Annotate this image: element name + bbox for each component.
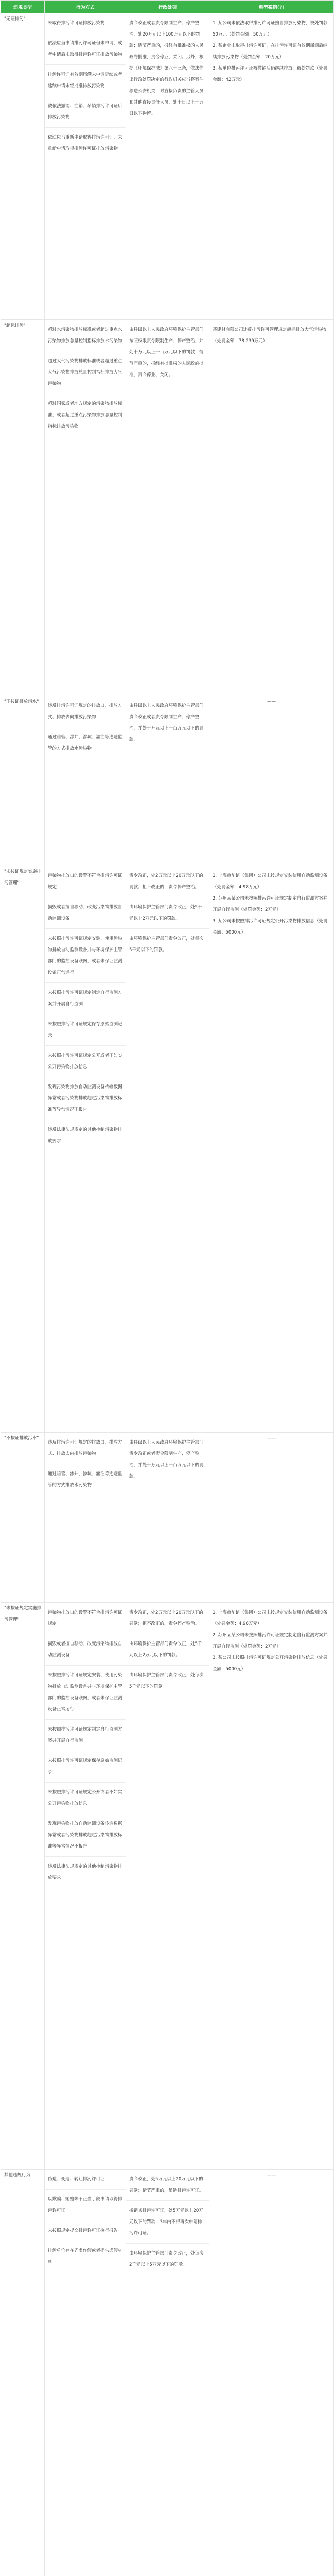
behavior-item: 发现污染物排放自动监测设备传输数据异常或者污染物排放超过污染物排放标准等异常情况不报告 [45,1077,126,1120]
row-behaviors [45,2170,126,2576]
row-penalty [126,1603,209,2170]
penalty-item: 责令改正，处2万元以上20万元以下的罚款；拒不改正的，责令停产整治。 [129,873,203,890]
table-row [1,13,334,320]
row-cases: —— [209,2170,334,2576]
behavior-item: 损毁或者擅自移动、改变污染物排放自动监测设备 [45,897,126,928]
row-behaviors [45,320,126,696]
behavior-item: 损毁或者擅自移动、改变污染物排放自动监测设备 [45,1634,126,1665]
table-body [1,13,334,2576]
behavior-item: 未按照排污许可证规定公开或者不如实公开污染物排放信息 [45,1045,126,1077]
penalty-item: 责令改正，处5万元以上20万元以下的罚款；情节严重的，吊销排污许可证。 [129,2177,204,2193]
row-penalty [126,866,209,1433]
table-row [1,1433,334,1603]
header-category: 违规类型 [1,1,45,13]
row-penalty: 由县级以上人民政府环境保护主管部门责令改正或者责令限制生产、停产整治，并处十万元以上一百万元以下的罚款。 [126,696,209,866]
table-row [1,866,334,1433]
row-category: "不按证排放污水" [1,1433,45,1603]
behavior-item: 排污单位存在弄虚作假或者提供虚假材料 [45,2241,126,2272]
row-behaviors [45,1603,126,2170]
behavior-item: 违反排污许可证规定的排放口、排放方式、排放去向排放污染物 [48,1440,122,1456]
behavior-item: 未按照排污许可证规定保存原始监测记录 [45,1751,126,1782]
row-penalty: 由县级以上人民政府环境保护主管部门按照权限责令限制生产、停产整治，并处十万元以上一百万元以下的罚款；情节严重的，报经有批准权的人民政府批准，责令停业、关闭。 [126,320,209,696]
row-cases: 1. 某公司未依法取得排污许可证擅自排放污染物，被处罚款50万元（处罚金额：50万元） 2. 某企业未取得排污许可证，在排污许可证有效期届满后继续排放污染物（处罚金额：20万元） 3. 某单位排污许可证被撤销后仍继续排放，被处罚款（处罚金额：42万元） [209,13,334,320]
behavior-item: 超过国家或者地方规定的污染物排放标准，或者超过重点污染物排放总量控制指标排放污染物 [45,394,126,436]
behavior-item: 通过暗管、渗井、渗坑、灌注等逃避监管的方式排放水污染物 [45,727,126,758]
behavior-item: 排污许可证有效期届满未申请延续或者延续申请未经批准排放污染物 [45,64,126,96]
behavior-item: 污染物排放口的设置不符合排污许可证规定 [48,873,122,890]
penalty-item: 责令改正，处2万元以上20万元以下的罚款；拒不改正的，责令停产整治。 [129,1610,203,1626]
row-cases: 1. 上海市华谊（集团）公司未按规定安装使用自动监测设备（处罚金额：4.98万元） 2. 苏州某某公司未按照排污许可证规定制定自行监测方案并开展自行监测（处罚金额：2万元） 3. 某公司未按照排污许可证规定公开污染物排放信息（处罚金额：5000元） [209,1603,334,2170]
behavior-item: 未按照排污许可证规定安装、使用污染物排放自动监测设备并与环境保护主管部门的监控设备联网，或者未保证监测设备正常运行 [45,928,126,982]
behavior-item: 超过水污染物排放标准或者超过重点水污染物排放总量控制指标排放水污染物 [48,327,122,344]
header-penalty: 行政处罚 [126,1,209,13]
row-category: "无证排污" [1,13,45,320]
behavior-item: 未按照排污许可证规定安装、使用污染物排放自动监测设备并与环境保护主管部门的监控设备联网，或者未保证监测设备正常运行 [45,1665,126,1719]
behavior-item: 超过大气污染物排放标准或者超过重点大气污染物排放总量控制指标排放大气污染物 [45,351,126,394]
behavior-item: 以欺骗、贿赂等不正当手段申请取得排污许可证 [45,2189,126,2221]
penalty-item: 由环境保护主管部门责令改正，处每次5千元以下的罚款。 [126,928,209,960]
row-penalty: 由县级以上人民政府环境保护主管部门责令改正或者责令限制生产、停产整治，并处十万元以上一百万元以下的罚款。 [126,1433,209,1603]
table-row [1,2170,334,2576]
behavior-item: 通过暗管、渗井、渗坑、灌注等逃避监管的方式排放水污染物 [45,1464,126,1495]
row-cases: —— [209,1433,334,1603]
regulation-table [1,0,334,2576]
behavior-item: 违反法律法规规定的其他控制污染物排放要求 [45,1856,126,1888]
row-penalty: 责令改正或者责令限制生产、停产整治，处20万元以上100万元以下的罚款；情节严重的，报经有批准权的人民政府批准，责令停业、关闭。另外，根据《环境保护法》第六十三条，依法作出行政处罚决定的行政机关应当将案件移送公安机关，对直接负责的主管人员和其他直接责任人员，处十日以上十五日以下拘留。 [126,13,209,320]
behavior-item: 未按照排污许可证规定公开或者不如实公开污染物排放信息 [45,1782,126,1814]
row-cases: 1. 上海市华谊（集团）公司未按规定安装使用自动监测设备（处罚金额：4.98万元） 2. 苏州某某公司未按照排污许可证规定制定自行监测方案并开展自行监测（处罚金额：2万元） 3. 某公司未按照排污许可证规定公开污染物排放信息（处罚金额：5000元） [209,866,334,1433]
row-behaviors [45,1433,126,1603]
behavior-item: 未取得排污许可证排放污染物 [48,21,105,26]
header-behavior: 行为方式 [45,1,126,13]
row-category: 其他违规行为 [1,2170,45,2576]
behavior-item: 被依法撤销、注销、吊销排污许可证后排放污染物 [45,96,126,127]
penalty-item: 由环境保护主管部门责令改正，处5千元以上2万元以下的罚款。 [126,897,209,928]
row-category: "不按证排放污水" [1,696,45,866]
behavior-item: 未按照排污许可证规定制定自行监测方案并开展自行监测 [45,1719,126,1751]
row-category: "超标排污" [1,320,45,696]
row-behaviors [45,696,126,866]
behavior-item: 违反排污许可证规定的排放口、排放方式、排放去向排放污染物 [48,703,122,720]
row-penalty [126,2170,209,2576]
row-cases: 某建材有限公司违反排污许可管理规定超标排放大气污染物（处罚金额：78.239万元） [209,320,334,696]
behavior-item: 依法应当申请排污许可证但未申请，或者申请后未取得排污许可证排放污染物 [45,33,126,64]
row-behaviors [45,866,126,1433]
penalty-item: 由环境保护主管部门责令改正，处每次2千元以上5万元以下的罚款。 [126,2243,209,2275]
behavior-item: 发现污染物排放自动监测设备传输数据异常或者污染物排放超过污染物排放标准等异常情况不报告 [45,1814,126,1856]
table-row [1,1603,334,2170]
behavior-item: 未按照排污许可证规定保存原始监测记录 [45,1014,126,1045]
table-row [1,696,334,866]
behavior-item: 伪造、变造、转让排污许可证 [48,2177,105,2182]
row-cases: —— [209,696,334,866]
behavior-item: 未按照排污许可证规定制定自行监测方案并开展自行监测 [45,982,126,1014]
behavior-item: 污染物排放口的设置不符合排污许可证规定 [48,1610,122,1626]
table-header-row [1,1,334,13]
behavior-item: 未按照规定提交排污许可证执行报告 [45,2221,126,2241]
penalty-item: 由环境保护主管部门责令改正，处每次5千元以下的罚款。 [126,1665,209,1697]
header-cases-label: 典型案例 [258,5,277,10]
behavior-item: 依法应当重新申请取得排污许可证，未重新申请取得排污许可证排放污染物 [45,127,126,159]
row-behaviors [45,13,126,320]
row-category: "未按证规定实施排污管理" [1,866,45,1433]
table-row [1,320,334,696]
row-category: "未按证规定实施排污管理" [1,1603,45,2170]
header-cases [209,1,334,13]
header-cases-tag: (?) [277,5,285,10]
behavior-item: 违反法律法规规定的其他控制污染物排放要求 [45,1120,126,1151]
penalty-item: 由环境保护主管部门责令改正，处5千元以上2万元以下的罚款。 [126,1634,209,1665]
penalty-item: 撤销其排污许可证，处5万元以上20万元以下的罚款，3年内不得再次申请排污许可证。 [126,2200,209,2243]
